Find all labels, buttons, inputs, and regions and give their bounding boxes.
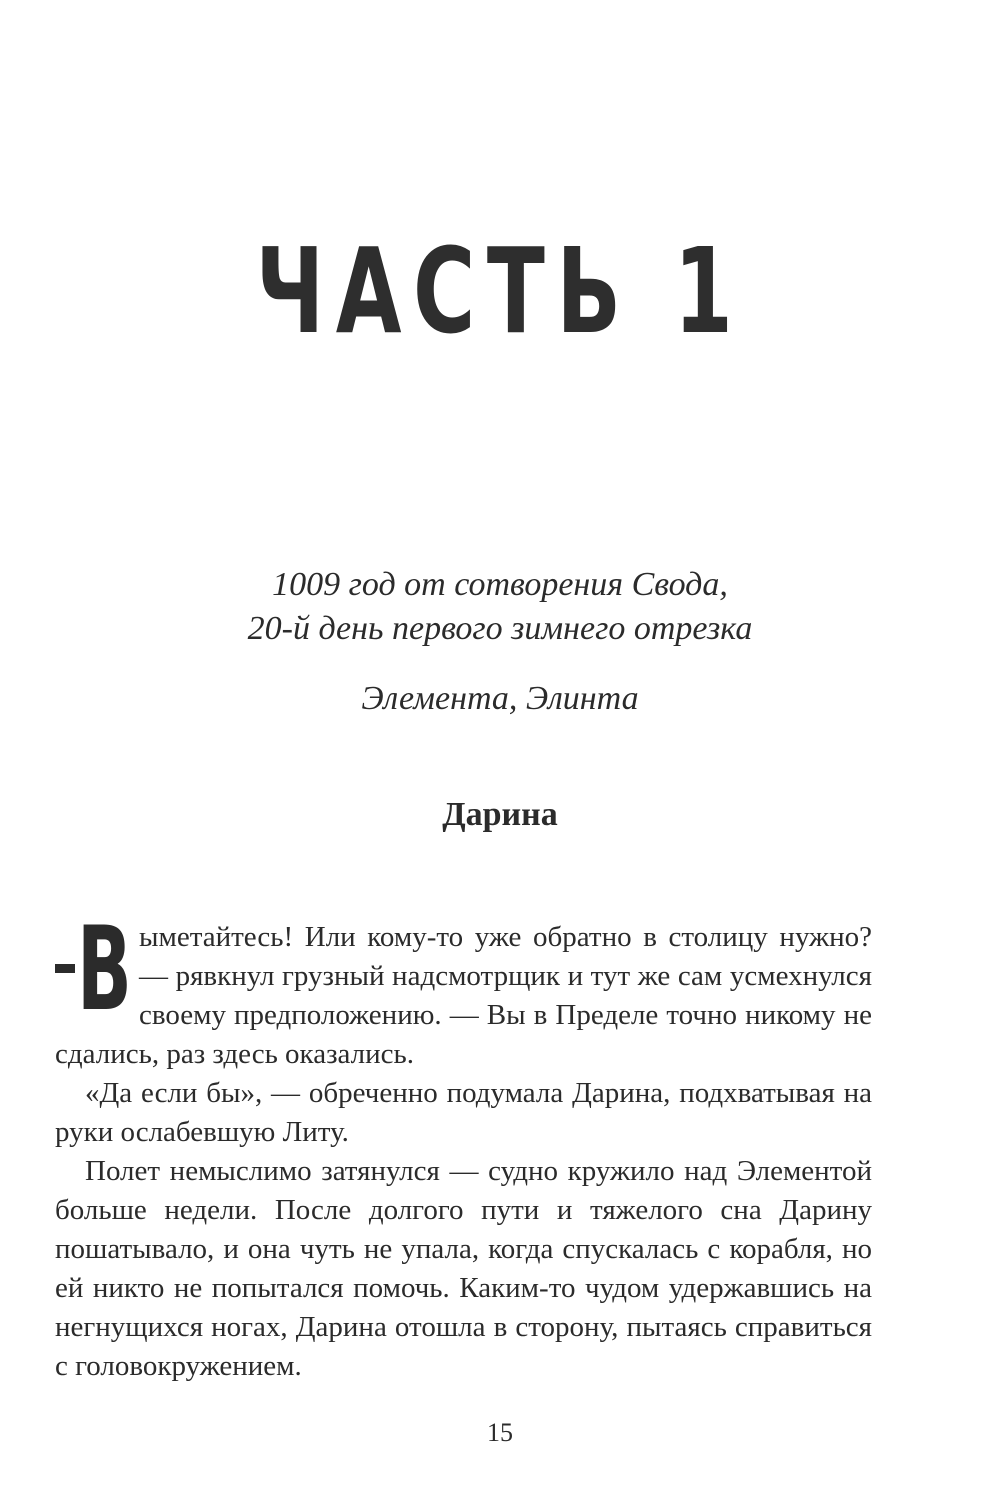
paragraph-3: Полет немыслимо затянулся — судно кружило над Элементой больше недели. После долгого пути и тяжелого сна Дарину пошатывало, и она чуть не упала, когда спускалась с корабля, но ей никто не попытался помочь. Каким-то чудом удержавшись на негнущихся ногах, Дарина отошла в сторону, пытаясь справиться с головокружением. [55,1155,872,1382]
dateline [0,563,1000,651]
dateline-line-2: 20-й день первого зимнего отрезка [247,610,753,647]
paragraph-2: «Да если бы», — обреченно подумала Дарина, подхватывая на руки ослабевшую Литу. [55,1077,872,1148]
paragraph-1-text: ыметайтесь! Или кому-то уже обратно в столицу нужно? — рявкнул грузный надсмотрщик и тут же сам усмехнулся своему предположению. — Вы в Пределе точно никому не сдались, раз здесь оказались. [55,921,872,1070]
page-number: 15 [487,1418,513,1447]
part-title-text: ЧАСТЬ 1 [255,222,745,360]
paragraph-1 [55,902,872,1074]
dateline-line-1: 1009 год от сотворения Свода, [272,566,728,603]
chapter-title: Дарина [442,796,558,833]
drop-cap [55,902,132,1037]
body-text [55,902,872,1386]
drop-cap-dash [55,964,75,973]
drop-cap-letter: В [77,902,132,1037]
place-line: Элемента, Элинта [361,680,639,717]
part-title [140,222,860,360]
